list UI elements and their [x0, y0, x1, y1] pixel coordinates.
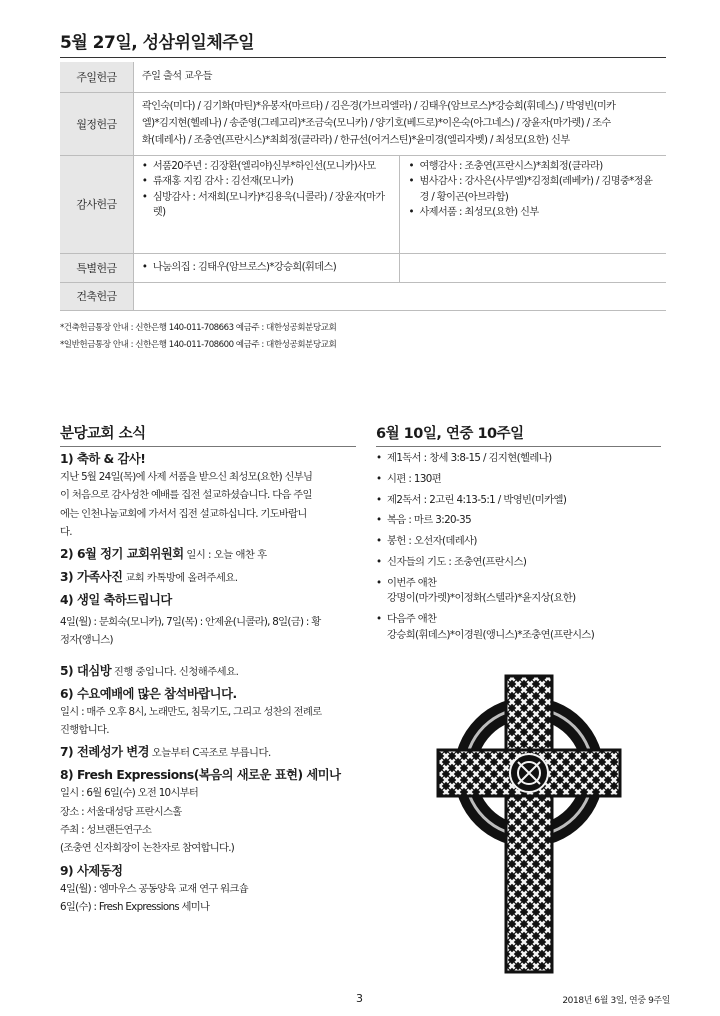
page-title: 5월 27일, 성삼위일체주일 [60, 33, 255, 53]
offering-label: 주일헌금 [60, 62, 133, 92]
offering-content: 주일 출석 교우들 [133, 62, 666, 92]
text-line: (조충연 신자회장이 논찬자로 참여합니다.) [60, 842, 235, 855]
fellowship-label: • 다음주 애찬 [387, 613, 437, 626]
list-item: • 류재홍 지킴 감사 : 김선재(모니카) [142, 174, 392, 190]
liturgy-item [376, 576, 676, 607]
offering-content-right [400, 253, 666, 282]
liturgy-heading: 6월 10일, 연중 10주일 [376, 422, 661, 447]
news-item-title: 6) 수요예배에 많은 참석바랍니다. [60, 686, 237, 701]
news-item-title: 9) 사제동정 [60, 863, 123, 878]
fellowship-label: • 이번주 애찬 [387, 576, 437, 589]
news-item-body [60, 880, 360, 917]
text-line: 다. [60, 525, 72, 538]
offering-content-left [133, 253, 400, 282]
text-line: 4일(월) : 엠마우스 공동양육 교재 연구 워크숍 [60, 882, 248, 895]
news-title-text: 7) 전례성가 변경 [60, 745, 150, 760]
offering-content [133, 282, 666, 310]
text-line: 6일(수) : Fresh Expressions 세미나 [60, 900, 210, 913]
offering-content [133, 92, 666, 155]
list-item: • 범사감사 : 강사은(사무엘)*김정희(레베카) / 김명중*정윤경 / 황이곤(아브라함) [408, 174, 658, 205]
news-title-text: 5) 대심방 [60, 663, 112, 678]
liturgy-item [376, 612, 676, 643]
liturgy-section [376, 451, 676, 648]
liturgy-item: • 제2독서 : 2고린 4:13-5:1 / 박영빈(미카엘) [376, 493, 676, 509]
liturgy-item: • 신자들의 기도 : 조충연(프란시스) [376, 555, 676, 571]
text-line: 정자(앵니스) [60, 634, 113, 647]
offering-content-left [133, 155, 400, 253]
news-item-title [60, 743, 360, 762]
text-line: 지난 5월 24일(목)에 사제 서품을 받으신 최성모(요한) 신부님 [60, 471, 313, 483]
news-item-body [60, 703, 360, 740]
news-item-title: 8) Fresh Expressions(복음의 새로운 표현) 세미나 [60, 768, 341, 783]
offering-label: 건축헌금 [60, 282, 133, 310]
offering-row-sunday [60, 62, 666, 92]
news-title-sub: 일시 : 오늘 애찬 후 [183, 549, 267, 562]
text-line: 일시 : 매주 오후 8시, 노래만도, 침묵기도, 그리고 성찬의 전례로 [60, 705, 322, 718]
account-note: *일반헌금통장 안내 : 신한은행 140-011-708600 예금주 : 대한성공회분당교회 [60, 340, 337, 350]
title-divider [60, 57, 666, 58]
news-item-body [60, 784, 360, 857]
account-notes [60, 320, 336, 354]
news-title-text: 2) 6월 정기 교회위원회 [60, 547, 184, 562]
celtic-cross-icon [434, 672, 624, 976]
news-item-title [60, 568, 360, 587]
list-item: • 나눔의집 : 김태우(암브로스)*강승희(휘데스) [142, 260, 392, 276]
news-item-title [60, 545, 360, 564]
offering-label: 특별헌금 [60, 253, 133, 282]
news-item-title: 4) 생일 축하드립니다 [60, 593, 172, 608]
page-date: 2018년 6월 3일, 연중 9주일 [562, 996, 670, 1006]
text-line: 진행합니다. [60, 724, 109, 737]
news-item-body [60, 468, 360, 541]
offering-row-building [60, 282, 666, 310]
text-line: 이 처음으로 감사성찬 예배를 집전 설교하셨습니다. 다음 주일 [60, 489, 312, 502]
text-line: 4일(월) : 문희숙(모니카), 7일(목) : 안제윤(니콜라), 8일(금) : 황 [60, 616, 321, 629]
fellowship-names: 강승희(휘데스)*이경원(앵니스)*조충연(프란시스) [387, 628, 595, 641]
news-item-body [60, 613, 360, 650]
list-item: • 서품20주년 : 김장환(엘리야)신부*하인선(모니카)사모 [142, 159, 392, 175]
offering-label: 감사헌금 [60, 155, 133, 253]
liturgy-item: • 시편 : 130편 [376, 472, 676, 488]
news-section [60, 450, 360, 916]
offering-row-monthly [60, 92, 666, 155]
offering-line: 곽인숙(미다) / 김기화(마틴)*유봉자(마르타) / 김은경(가브리엘라) / 김태우(암브로스)*강승희(휘데스) / 박영빈(미카 [141, 101, 616, 112]
liturgy-item: • 복음 : 마르 3:20-35 [376, 513, 676, 529]
liturgy-item: • 제1독서 : 창세 3:8-15 / 김지현(헬레나) [376, 451, 676, 467]
account-note: *건축헌금통장 안내 : 신한은행 140-011-708663 예금주 : 대한성공회분당교회 [60, 323, 337, 333]
news-heading: 분당교회 소식 [60, 422, 356, 447]
news-title-sub: 오늘부터 C곡조로 부릅니다. [149, 747, 271, 760]
text-line: 장소 : 서울대성당 프란시스홀 [60, 805, 182, 818]
offering-row-thanks [60, 155, 666, 253]
page-number: 3 [356, 992, 363, 1005]
fellowship-names: 강명이(마가렛)*이정화(스텔라)*윤지상(요한) [387, 592, 576, 605]
offering-content-right [400, 155, 666, 253]
news-title-sub: 교회 카톡방에 올려주세요. [122, 572, 238, 585]
news-item-title: 1) 축하 & 감사! [60, 452, 146, 466]
news-title-text: 3) 가족사진 [60, 570, 123, 585]
offering-label: 월정헌금 [60, 92, 133, 155]
offering-line: 엘)*김지현(헬레나) / 송준영(그레고리)*조금숙(모니카) / 양기호(베드로)*이은숙(아그네스) / 장윤자(마가렛) / 조수 [141, 118, 611, 129]
news-item-title [60, 662, 360, 681]
list-item: • 사제서품 : 최성모(요한) 신부 [408, 205, 658, 221]
liturgy-item: • 봉헌 : 오선자(데레사) [376, 534, 676, 550]
offering-table [60, 62, 666, 311]
text-line: 주최 : 성브랜든연구소 [60, 823, 152, 836]
list-item: • 여행감사 : 조충연(프란시스)*최희정(클라라) [408, 159, 658, 175]
list-item: • 심방감사 : 서재희(모니카)*김용욱(니콜라) / 장윤자(마가렛) [142, 190, 392, 221]
text-line: 일시 : 6월 6일(수) 오전 10시부터 [60, 787, 199, 800]
offering-line: 화(데레사) / 조충연(프란시스)*최희정(클라라) / 한규선(어거스틴)*윤미경(엘리자벳) / 최성모(요한) 신부 [141, 135, 570, 146]
offering-row-special [60, 253, 666, 282]
text-line: 에는 인천나눔교회에 가서서 집전 설교하십니다. 기도바랍니 [60, 507, 307, 520]
news-title-sub: 진행 중입니다. 신청해주세요. [111, 665, 239, 678]
